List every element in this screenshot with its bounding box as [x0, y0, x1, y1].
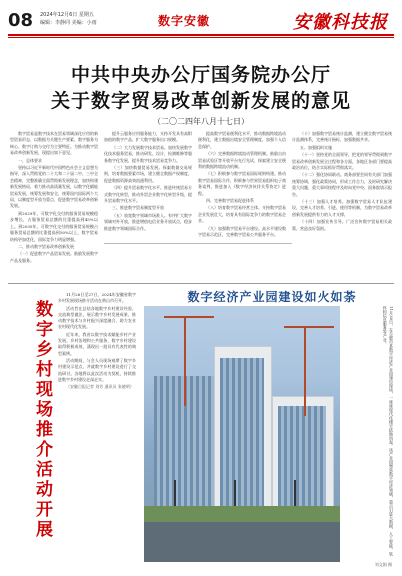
paragraph: 坚持以习近平新时代中国特色社会主义思想为指导，深入贯彻党的二十大和二十届二中、三中全会精神，完整准确全面贯彻新发展理念，加快构建新发展格局，着力推动高质量发展，以数字化赋能贸易发展，统筹发展和安全，统筹国内国际两个大局，以制度型开放为重点，促进数字贸易改革创新发展。 [10, 165, 98, 209]
paragraph: （九）加强数字贸易平台建设。高水平建设数字贸易示范区，完善数字贸易公共服务平台。 [198, 225, 286, 238]
column-divider [104, 243, 292, 244]
paragraph: （六）完善数据跨境流动管理机制。鼓励自由贸易试验区等开放平台先行先试，探索建立安全便利的数据跨境流动机制。 [198, 151, 286, 170]
subheading: 四、完善数字贸易促进体系 [206, 198, 254, 204]
paragraph: 活动期间，与会人员现场观摩了数字乡村建设示范点，并就数字乡村建设进行了交流研讨。各地将以此次活动为契机，持续推进数字乡村建设走深走实。 [58, 357, 136, 382]
header-rule [8, 34, 394, 36]
paragraph: 近年来，我省以数字技术赋能乡村产业发展、乡村治理和公共服务，数字乡村建设取得积极成效，涌现出一批具有代表性的典型案例。 [58, 331, 136, 356]
paragraph: （十三）加强人才培养。加强数字贸易人才队伍建设，完善人才培养、引进、使用等机制，为数字贸易改革创新发展提供有力的人才支撑。 [292, 199, 392, 217]
paragraph: （二）大力发展数字技术贸易。加快发展数字化技术服务贸易，推动研发、设计、检测维修等服务数字化发展，提升数字技术贸易竞争力。 [104, 144, 192, 163]
header-rule-thin [8, 37, 394, 38]
paragraph: 提升云服务应用服务能力，支持开发具有高附加值的数字产品，扩大数字服务出口规模。 [104, 131, 192, 143]
subheading: 五、加强组织实施 [300, 144, 332, 150]
paragraph: 提高数字贸易便利化水平，推动数据跨境流动便利化，建立数据出境安全管理制度，加强个人信息保护。 [198, 131, 286, 149]
paragraph: （四）提升贸易数字化水平。推进传统贸易方式数字化转型，推动外贸企业数字化转型升级，提升贸易数字化水平。 [104, 185, 192, 204]
newspaper-masthead: 安徽科技报 [293, 12, 388, 33]
subheading: 一、总体要求 [18, 157, 42, 163]
article-column-1 [10, 131, 98, 281]
paragraph: 数字贸易是数字技术在贸易领域深化应用的新型贸易形态，以数据为关键生产要素、数字服务为核心、数字订购与交付为主要特征。为推动数字贸易改革创新发展，现提出如下意见。 [10, 131, 98, 156]
paragraph: （一）促进数字产品贸易发展。鼓励发展数字产品及服务。 [10, 251, 98, 263]
byline: （安徽日报记者 刘芳 通讯员 张晓明） [66, 384, 134, 390]
paragraph: （十二）强化协同联动。商务部要会同有关部门加强统筹协调，强化政策协同，形成工作合力，及时研究解决重大问题，重大事项按程序及时向党中央、国务院请示报告。 [292, 172, 392, 197]
paragraph: 11月26日至27日，2024年安徽省数字乡村发展现场推介活动在黄山市召开。 [58, 292, 136, 304]
main-headline-line1: 中共中央办公厅国务院办公厅 [70, 64, 331, 86]
paragraph: （五）放宽数字领域市场准入。有序扩大数字领域对外开放，推进增值电信业务开放试点，稳步推进数字领域国际合作。 [104, 212, 192, 231]
feature-article [58, 292, 136, 554]
article-column-4 [292, 131, 392, 281]
paragraph: （七）积极参与数字贸易国际规则构建。推动数字贸易国际合作，积极参与世界贸易组织电子商务谈判，推进加入《数字经济伙伴关系协定》进程。 [198, 171, 286, 196]
paragraph: （八）培育数字贸易经营主体。支持数字贸易企业发展壮大，培育具有国际竞争力的数字贸易企业。 [198, 205, 286, 224]
paragraph: 活动旨在总结各地数字乡村建设经验，交流典型做法，展示数字乡村发展成果，推动数字技术与乡村振兴深度融合，助力农业农村现代化发展。 [58, 305, 136, 330]
article-column-2 [104, 131, 192, 240]
subheading: 二、推动数字贸易改革创新发展 [18, 243, 74, 249]
article-column-3 [198, 131, 286, 240]
paragraph: （十一）坚持党的全面领导。把党的领导贯彻到数字贸易改革创新发展全过程和各方面，各地区各部门要提高政治站位，结合实际抓好贯彻落实。 [292, 152, 392, 171]
issue-date: 2024年12月6日 星期五 [40, 12, 94, 18]
photo-credit: 刘文娟 摄 [374, 562, 392, 567]
paragraph: （三）加快数据贸易发展。探索数据交易规则，培育数据要素市场，建立健全数据产权制度，促进数据资源高效流通利用。 [104, 165, 192, 183]
paragraph: （十）加强数字贸易统计监测，建立健全数字贸易统计监测体系，完善统计指标，加强数据共享。 [292, 131, 392, 143]
paragraph: （十四）加强宣传引导。广泛宣传数字贸易相关政策，营造良好氛围。 [292, 219, 392, 231]
headline-date: （二〇二四年八月十七日） [153, 117, 249, 126]
subheading: 三、推进数字贸易制度型开放 [112, 205, 164, 211]
photo-headline: 数字经济产业园建设如火如荼 [187, 290, 357, 304]
newspaper-header [0, 0, 402, 42]
section-divider [8, 283, 394, 284]
paragraph: 到2029年，可数字化交付的服务贸易规模稳步增长，占服务贸易总额的比重提高到45%以上。到2035年，可数字化交付的服务贸易规模占服务贸易总额的比重提高到50%以上，数字贸易结构更加优化，国际竞争力明显增强。 [10, 210, 98, 242]
photo-caption: 11月30日，在合肥市某数字经济产业园建设现场，一座座现代化楼宇拔地而起。该产业园聚焦数字经济领域，重点引进大数据、人工智能、软件和信息服务等产业。 [382, 306, 394, 557]
industrial-park-photo [144, 306, 340, 562]
section-title: 数字安徽 [158, 14, 211, 28]
editor-credit: 编辑：李静同 美编：小雨 [40, 20, 97, 26]
page-number: 08 [8, 10, 34, 31]
feature-headline: 数字乡村现场推介活动开展 [32, 300, 52, 540]
main-headline-line2: 关于数字贸易改革创新发展的意见 [50, 90, 351, 112]
